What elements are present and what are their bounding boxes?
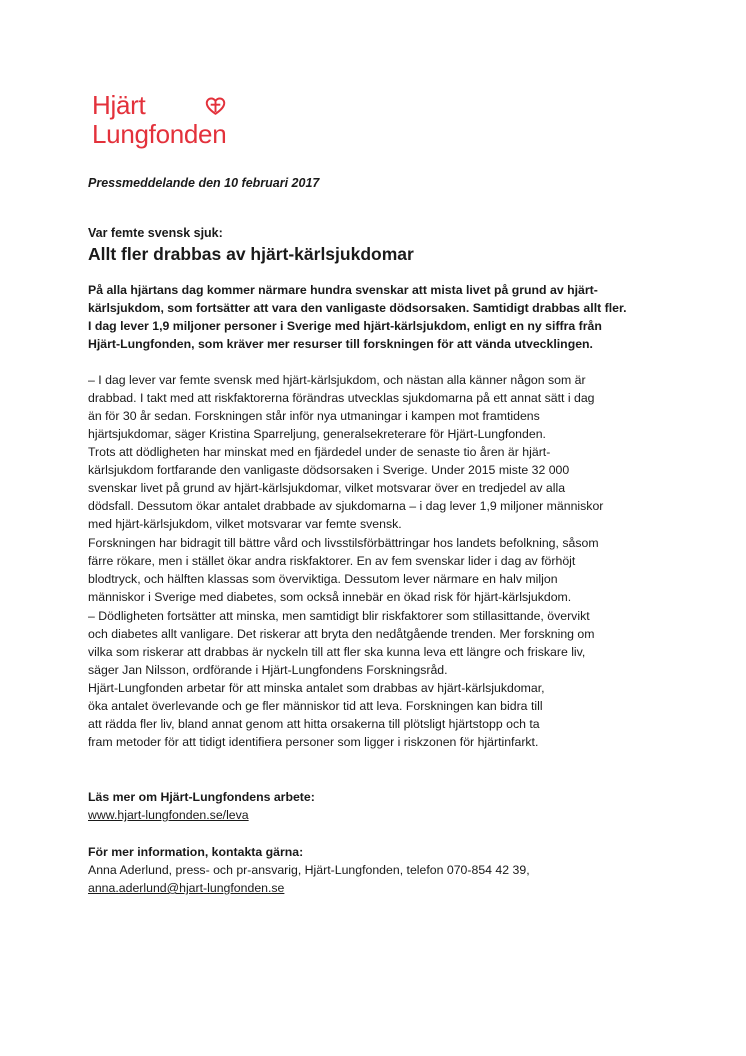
intro-paragraph: På alla hjärtans dag kommer närmare hundra svenskar att mista livet på grund av hjärt- kärlsjukdom, som fortsätter att vara den vanligaste dödsorsaken. Samtidigt drabbas allt fler. I dag lever 1,9 miljoner personer i Sverige med hjärt-kärlsjukdom, enligt en ny siffra från Hjärt-Lungfonden, som kräver mer resurser till forskningen för att vända utvecklingen.	[88, 283, 627, 351]
read-more-label: Läs mer om Hjärt-Lungfondens arbete:	[88, 790, 315, 804]
logo-line-2: Lungfonden	[92, 119, 227, 149]
paragraph-4: – Dödligheten fortsätter att minska, men samtidigt blir riskfaktorer som stillasittande, övervikt och diabetes allt vanligare. Det riskerar att bryta den nedåtgående trenden. Mer forskning om vilka som riskerar att drabbas är nyckeln till att fler ska kunna leva ett längre och friskare liv, säger Jan Nilsson, ordförande i Hjärt-Lungfondens Forskningsråd.	[88, 609, 595, 677]
read-more-link[interactable]: www.hjart-lungfonden.se/leva	[88, 808, 249, 822]
heart-cross-icon	[205, 95, 226, 117]
headline: Allt fler drabbas av hjärt-kärlsjukdomar	[88, 244, 414, 264]
dateline: Pressmeddelande den 10 februari 2017	[88, 176, 320, 190]
paragraph-2: Trots att dödligheten har minskat med en fjärdedel under de senaste tio åren är hjärt- kärlsjukdom fortfarande den vanligaste dödsorsaken i Sverige. Under 2015 miste 32 000 svenskar livet på grund av hjärt-kärlsjukdomar, vilket motsvarar över en tredjedel av alla dödsfall. Dessutom ökar antalet drabbade av sjukdomarna – i dag lever 1,9 miljoner människor med hjärt-kärlsjukdom, vilket motsvarar var femte svensk.	[88, 445, 604, 531]
paragraph-1: – I dag lever var femte svensk med hjärt-kärlsjukdom, och nästan alla känner någon som är drabbad. I takt med att riskfaktorerna förändras utvecklas sjukdomarna på ett annat sätt i dag än för 30 år sedan. Forskningen står inför nya utmaningar i kampen mot framtidens hjärtsjukdomar, säger Kristina Sparreljung, generalsekreterare för Hjärt-Lungfonden.	[88, 373, 595, 441]
logo-line-1: Hjärt	[92, 90, 146, 120]
contact-label: För mer information, kontakta gärna:	[88, 845, 304, 859]
kicker: Var femte svensk sjuk:	[88, 226, 223, 240]
paragraph-5: Hjärt-Lungfonden arbetar för att minska antalet som drabbas av hjärt-kärlsjukdomar, öka antalet överlevande och ge fler människor tid att leva. Forskningen kan bidra till att rädda fler liv, bland annat genom att hitta orsakerna till plötsligt hjärtstopp och ta fram metoder för att tidigt identifiera personer som ligger i riskzonen för hjärtinfarkt.	[88, 681, 545, 749]
contact-details: Anna Aderlund, press- och pr-ansvarig, Hjärt-Lungfonden, telefon 070-854 42 39,	[88, 863, 530, 877]
paragraph-3: Forskningen har bidragit till bättre vård och livsstilsförbättringar hos landets befolkning, såsom färre rökare, men i stället ökar andra riskfaktorer. En av fem svenskar lider i dag av förhöjt blodtryck, och hälften klassas som överviktiga. Dessutom lever närmare en halv miljon människor i Sverige med diabetes, som också innebär en ökad risk för hjärt-kärlsjukdom.	[88, 536, 599, 604]
contact-email-link[interactable]: anna.aderlund@hjart-lungfonden.se	[88, 881, 285, 895]
hjart-lungfonden-logo	[88, 88, 262, 158]
